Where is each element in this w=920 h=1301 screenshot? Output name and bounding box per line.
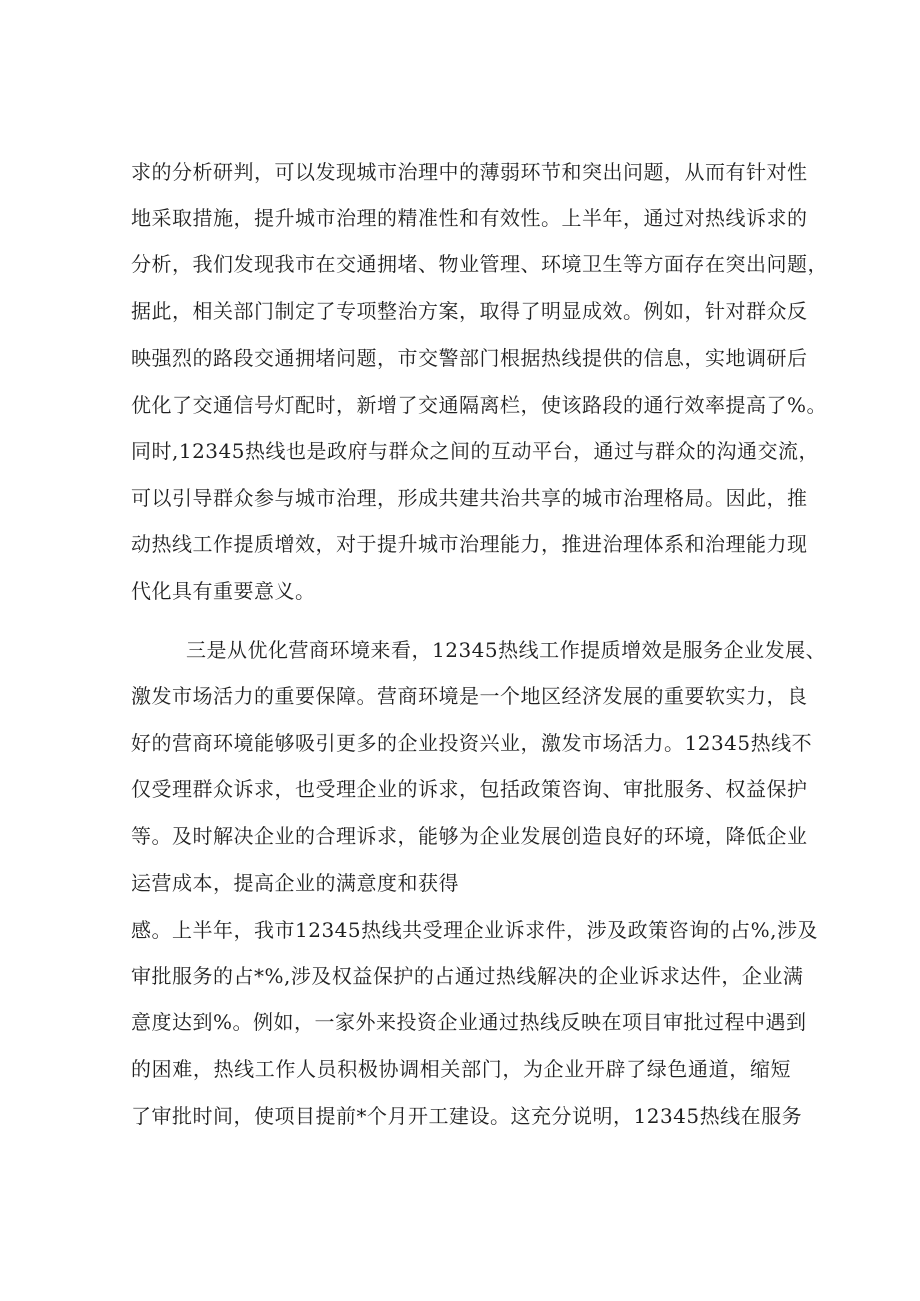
text-line: 感。上半年，我市12345热线共受理企业诉求件，涉及政策咨询的占%,涉及: [131, 918, 818, 942]
text-line: 了审批时间，使项目提前*个月开工建设。这充分说明，12345热线在服务: [131, 1104, 803, 1128]
text-line: 的困难，热线工作人员积极协调相关部门，为企业开辟了绿色通道，缩短: [131, 1057, 792, 1081]
text-line: 激发市场活力的重要保障。营商环境是一个地区经济发展的重要软实力，良: [131, 684, 808, 708]
text-line: 等。及时解决企业的合理诉求，能够为企业发展创造良好的环境，降低企业: [131, 824, 808, 848]
text-line: 仅受理群众诉求，也受理企业的诉求，包括政策咨询、审批服务、权益保护: [131, 777, 808, 801]
text-line: 同时,12345热线也是政府与群众之间的互动平台，通过与群众的沟通交流，: [131, 439, 819, 463]
text-line: 代化具有重要意义。: [131, 579, 316, 603]
text-line: 运营成本，提高企业的满意度和获得: [131, 871, 459, 895]
text-line: 可以引导群众参与城市治理，形成共建共治共享的城市治理格局。因此，推: [131, 486, 808, 510]
text-line: 意度达到%。例如，一家外来投资企业通过热线反映在项目审批过程中遇到: [131, 1010, 807, 1034]
text-line: 动热线工作提质增效，对于提升城市治理能力，推进治理体系和治理能力现: [131, 532, 808, 556]
text-line: 地采取措施，提升城市治理的精准性和有效性。上半年，通过对热线诉求的: [131, 206, 808, 230]
text-line: 映强烈的路段交通拥堵问题，市交警部门根据热线提供的信息，实地调研后: [131, 346, 808, 370]
text-line: 分析，我们发现我市在交通拥堵、物业管理、环境卫生等方面存在突出问题，: [131, 252, 828, 276]
text-line: 好的营商环境能够吸引更多的企业投资兴业，激发市场活力。12345热线不: [131, 731, 813, 755]
text-line: 据此，相关部门制定了专项整治方案，取得了明显成效。例如，针对群众反: [131, 299, 808, 323]
text-line: 审批服务的占*%,涉及权益保护的占通过热线解决的企业诉求达件，企业满: [131, 964, 804, 988]
text-line: 三是从优化营商环境来看，12345热线工作提质增效是服务企业发展、: [186, 638, 827, 662]
text-line: 求的分析研判，可以发现城市治理中的薄弱环节和突出问题，从而有针对性: [131, 160, 808, 184]
text-line: 优化了交通信号灯配时，新增了交通隔离栏，使该路段的通行效率提高了%。: [131, 393, 828, 417]
